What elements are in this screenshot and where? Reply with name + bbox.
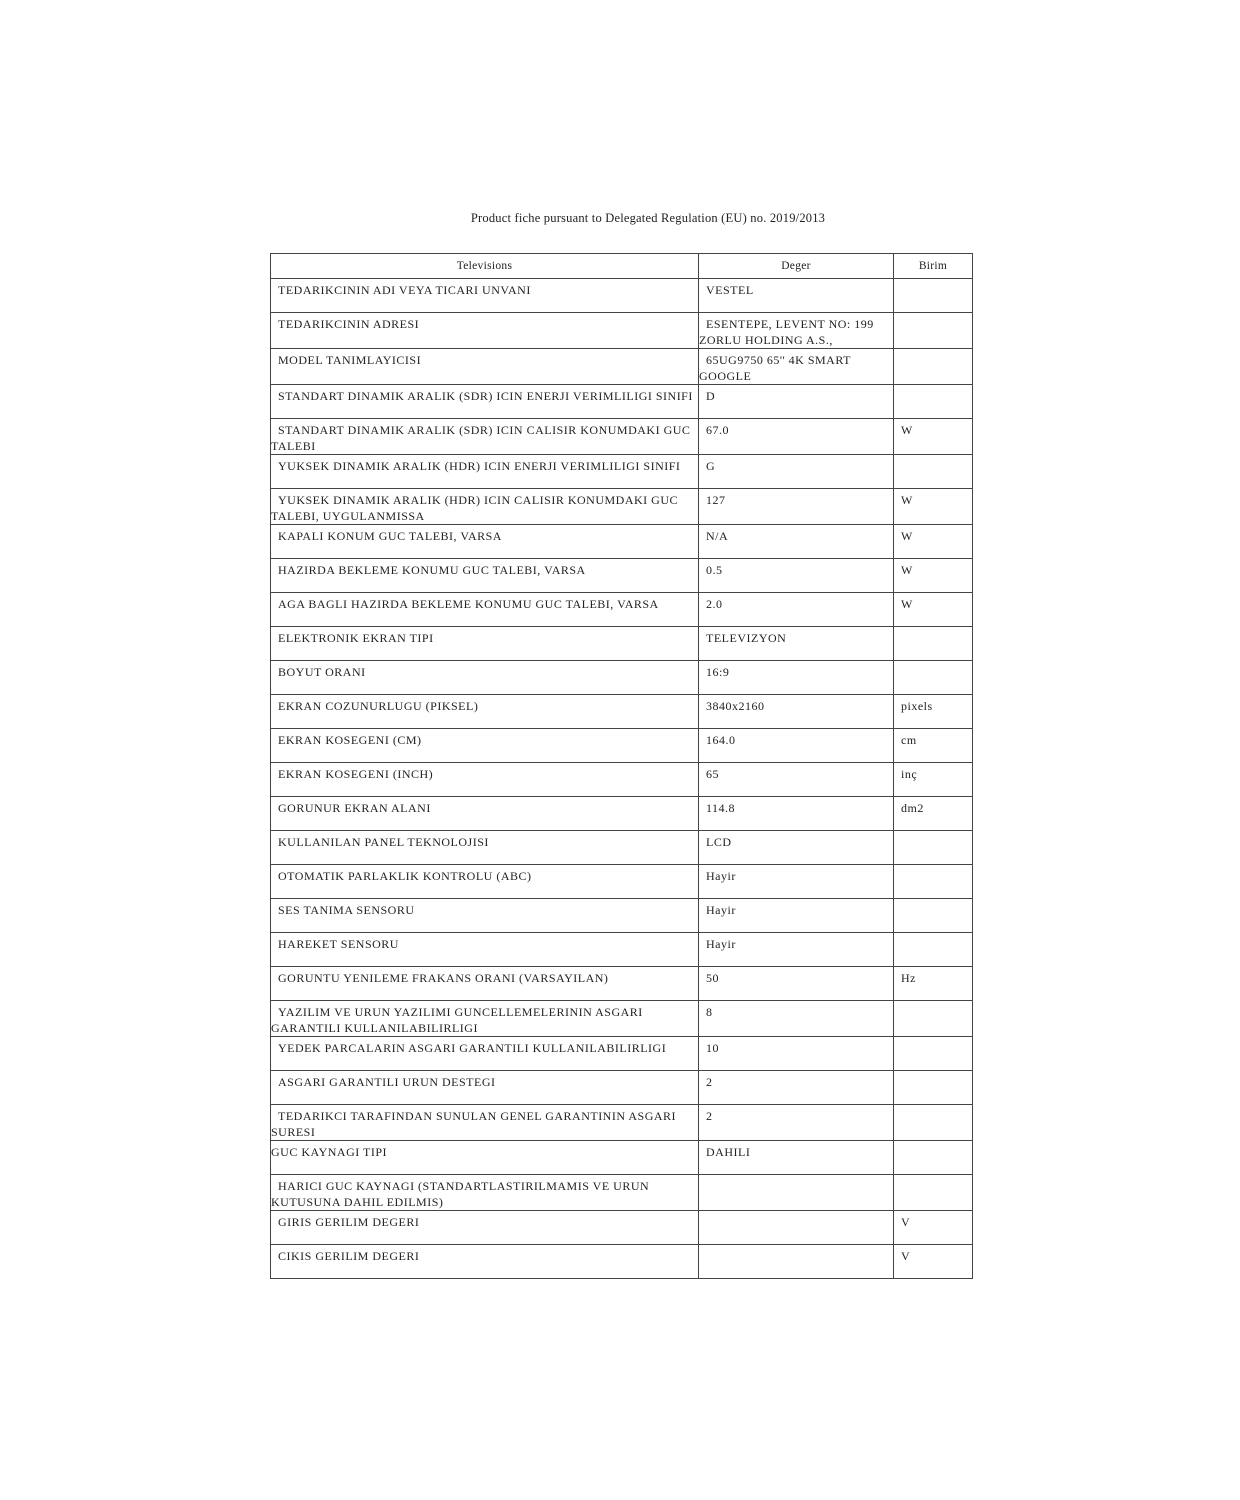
value-cell [699, 489, 894, 525]
parameter-cell-text: YAZILIM VE URUN YAZILIMI GUNCELLEMELERININ ASGARI GARANTILI KULLANILABILIRLIGI [271, 1005, 643, 1035]
table-row [271, 349, 973, 385]
parameter-cell-text: YUKSEK DINAMIK ARALIK (HDR) ICIN CALISIR KONUMDAKI GUC TALEBI, UYGULANMISSA [271, 493, 678, 523]
table-row [271, 385, 973, 419]
parameter-cell-text: GORUNTU YENILEME FRAKANS ORANI (VARSAYILAN) [278, 971, 609, 985]
parameter-cell-text: STANDART DINAMIK ARALIK (SDR) ICIN ENERJI VERIMLILIGI SINIFI [278, 389, 693, 403]
unit-cell-text: dm2 [901, 801, 924, 815]
table-row [271, 1071, 973, 1105]
parameter-cell [271, 1245, 699, 1279]
unit-cell [894, 593, 973, 627]
unit-cell [894, 831, 973, 865]
parameter-cell [271, 279, 699, 313]
parameter-cell [271, 729, 699, 763]
value-cell [699, 385, 894, 419]
value-cell [699, 279, 894, 313]
value-cell-text: 0.5 [706, 563, 723, 577]
parameter-cell-text: SES TANIMA SENSORU [278, 903, 415, 917]
parameter-cell [271, 967, 699, 1001]
value-cell [699, 1211, 894, 1245]
column-header-value: Deger [699, 254, 894, 279]
value-cell [699, 899, 894, 933]
value-cell-text [699, 1175, 893, 1178]
parameter-cell-text: KAPALI KONUM GUC TALEBI, VARSA [278, 529, 502, 543]
parameter-cell-text: GORUNUR EKRAN ALANI [278, 801, 431, 815]
unit-cell [894, 525, 973, 559]
parameter-cell [271, 489, 699, 525]
parameter-cell [271, 1001, 699, 1037]
value-cell-text: VESTEL [706, 283, 754, 297]
unit-cell-text: V [901, 1215, 911, 1229]
value-cell-text: ESENTEPE, LEVENT NO: 199 ZORLU HOLDING A.S., [699, 317, 874, 347]
parameter-cell-text: EKRAN KOSEGENI (CM) [278, 733, 422, 747]
parameter-cell-text: HAZIRDA BEKLEME KONUMU GUC TALEBI, VARSA [278, 563, 586, 577]
parameter-cell-text: MODEL TANIMLAYICISI [278, 353, 422, 367]
unit-cell-text [894, 1037, 972, 1040]
unit-cell [894, 933, 973, 967]
unit-cell-text [894, 349, 972, 352]
unit-cell [894, 1105, 973, 1141]
table-row [271, 831, 973, 865]
unit-cell-text: W [901, 529, 913, 543]
unit-cell-text: W [901, 597, 913, 611]
unit-cell [894, 313, 973, 349]
value-cell-text [699, 1211, 893, 1214]
unit-cell [894, 1175, 973, 1211]
value-cell [699, 1105, 894, 1141]
unit-cell-text [894, 1141, 972, 1144]
unit-cell-text [894, 661, 972, 664]
table-row [271, 455, 973, 489]
table-row [271, 593, 973, 627]
value-cell [699, 661, 894, 695]
parameter-cell-text: YEDEK PARCALARIN ASGARI GARANTILI KULLANILABILIRLIGI [278, 1041, 667, 1055]
unit-cell-text [894, 279, 972, 282]
table-row [271, 279, 973, 313]
value-cell [699, 559, 894, 593]
parameter-cell-text: CIKIS GERILIM DEGERI [278, 1249, 420, 1263]
parameter-cell-text: HARICI GUC KAYNAGI (STANDARTLASTIRILMAMIS VE URUN KUTUSUNA DAHIL EDILMIS) [271, 1179, 650, 1209]
value-cell [699, 797, 894, 831]
parameter-cell [271, 627, 699, 661]
value-cell-text: 10 [706, 1041, 719, 1055]
parameter-cell [271, 695, 699, 729]
unit-cell [894, 797, 973, 831]
table-row [271, 933, 973, 967]
value-cell [699, 525, 894, 559]
table-row [271, 1211, 973, 1245]
unit-cell [894, 1037, 973, 1071]
value-cell [699, 1141, 894, 1175]
unit-cell-text: W [901, 423, 913, 437]
value-cell-text: Hayir [706, 869, 736, 883]
table-row [271, 1001, 973, 1037]
parameter-cell-text: ELEKTRONIK EKRAN TIPI [278, 631, 434, 645]
unit-cell [894, 695, 973, 729]
unit-cell-text [894, 313, 972, 316]
unit-cell-text [894, 933, 972, 936]
table-row [271, 1105, 973, 1141]
parameter-cell-text: TEDARIKCININ ADI VEYA TICARI UNVANI [278, 283, 531, 297]
unit-cell [894, 1071, 973, 1105]
parameter-cell [271, 1037, 699, 1071]
parameter-cell [271, 313, 699, 349]
parameter-cell-text: GIRIS GERILIM DEGERI [278, 1215, 420, 1229]
value-cell [699, 1175, 894, 1211]
table-row [271, 763, 973, 797]
parameter-cell [271, 1071, 699, 1105]
value-cell [699, 763, 894, 797]
value-cell-text: 16:9 [706, 665, 730, 679]
parameter-cell-text: TEDARIKCININ ADRESI [278, 317, 420, 331]
unit-cell [894, 1141, 973, 1175]
unit-cell [894, 661, 973, 695]
parameter-cell [271, 763, 699, 797]
value-cell-text: 65 [706, 767, 719, 781]
unit-cell-text: pixels [901, 699, 933, 713]
value-cell [699, 1037, 894, 1071]
table-row [271, 967, 973, 1001]
value-cell [699, 831, 894, 865]
unit-cell [894, 385, 973, 419]
parameter-cell [271, 1175, 699, 1211]
unit-cell-text: V [901, 1249, 911, 1263]
table-row [271, 695, 973, 729]
parameter-cell-text: YUKSEK DINAMIK ARALIK (HDR) ICIN ENERJI VERIMLILIGI SINIFI [278, 459, 681, 473]
value-cell-text: LCD [706, 835, 732, 849]
parameter-cell [271, 385, 699, 419]
unit-cell [894, 279, 973, 313]
table-row [271, 661, 973, 695]
value-cell-text: 164.0 [706, 733, 736, 747]
table-row [271, 865, 973, 899]
unit-cell [894, 559, 973, 593]
value-cell-text: 8 [706, 1005, 713, 1019]
parameter-cell-text: HAREKET SENSORU [278, 937, 399, 951]
column-header-unit: Birim [894, 254, 973, 279]
parameter-cell-text: AGA BAGLI HAZIRDA BEKLEME KONUMU GUC TALEBI, VARSA [278, 597, 659, 611]
parameter-cell [271, 1105, 699, 1141]
unit-cell-text [894, 899, 972, 902]
parameter-cell [271, 865, 699, 899]
table-header-row [271, 254, 973, 279]
value-cell [699, 313, 894, 349]
unit-cell-text: W [901, 563, 913, 577]
unit-cell-text: W [901, 493, 913, 507]
value-cell [699, 729, 894, 763]
parameter-cell [271, 559, 699, 593]
unit-cell [894, 763, 973, 797]
table-body [271, 279, 973, 1279]
table-row [271, 313, 973, 349]
parameter-cell [271, 661, 699, 695]
table-row [271, 729, 973, 763]
value-cell [699, 933, 894, 967]
value-cell-text: DAHILI [706, 1145, 751, 1159]
value-cell-text: 67.0 [706, 423, 729, 437]
unit-cell-text [894, 385, 972, 388]
unit-cell-text [894, 1071, 972, 1074]
product-fiche-table [270, 253, 973, 1279]
parameter-cell [271, 349, 699, 385]
value-cell-text: 127 [706, 493, 726, 507]
value-cell [699, 1001, 894, 1037]
value-cell-text: N/A [706, 529, 729, 543]
value-cell [699, 967, 894, 1001]
value-cell [699, 865, 894, 899]
page-title: Product fiche pursuant to Delegated Regulation (EU) no. 2019/2013 [470, 211, 826, 225]
unit-cell-text [894, 455, 972, 458]
unit-cell [894, 1245, 973, 1279]
parameter-cell [271, 1141, 699, 1175]
table-row [271, 1245, 973, 1279]
table-row [271, 559, 973, 593]
parameter-cell [271, 419, 699, 455]
table-row [271, 1141, 973, 1175]
parameter-cell-text: TEDARIKCI TARAFINDAN SUNULAN GENEL GARANTININ ASGARI SURESI [271, 1109, 677, 1139]
table-row [271, 1037, 973, 1071]
unit-cell [894, 455, 973, 489]
unit-cell [894, 1211, 973, 1245]
unit-cell [894, 419, 973, 455]
value-cell-text: 65UG9750 65'' 4K SMART GOOGLE [699, 353, 851, 383]
parameter-cell-text: EKRAN KOSEGENI (INCH) [278, 767, 434, 781]
unit-cell-text [894, 627, 972, 630]
value-cell-text: D [706, 389, 716, 403]
table-row [271, 627, 973, 661]
unit-cell [894, 729, 973, 763]
unit-cell-text [894, 1105, 972, 1108]
parameter-cell-text: OTOMATIK PARLAKLIK KONTROLU (ABC) [278, 869, 532, 883]
value-cell-text: TELEVIZYON [706, 631, 787, 645]
table-row [271, 419, 973, 455]
parameter-cell [271, 1211, 699, 1245]
value-cell-text: Hayir [706, 903, 736, 917]
unit-cell [894, 1001, 973, 1037]
value-cell-text: 2 [706, 1109, 713, 1123]
value-cell-text: 2 [706, 1075, 713, 1089]
value-cell [699, 455, 894, 489]
parameter-cell-text: STANDART DINAMIK ARALIK (SDR) ICIN CALISIR KONUMDAKI GUC TALEBI [271, 423, 691, 453]
value-cell-text: Hayir [706, 937, 736, 951]
value-cell [699, 695, 894, 729]
unit-cell-text: inç [901, 767, 918, 781]
unit-cell-text: Hz [901, 971, 916, 985]
unit-cell [894, 899, 973, 933]
unit-cell-text [894, 865, 972, 868]
value-cell-text [699, 1245, 893, 1248]
table-row [271, 899, 973, 933]
value-cell [699, 593, 894, 627]
unit-cell-text [894, 1001, 972, 1004]
value-cell-text: 114.8 [706, 801, 736, 815]
parameter-cell-text: KULLANILAN PANEL TEKNOLOJISI [278, 835, 489, 849]
unit-cell [894, 967, 973, 1001]
unit-cell-text: cm [901, 733, 917, 747]
parameter-cell [271, 899, 699, 933]
unit-cell-text [894, 1175, 972, 1178]
value-cell [699, 349, 894, 385]
parameter-cell [271, 455, 699, 489]
parameter-cell [271, 525, 699, 559]
value-cell [699, 1071, 894, 1105]
value-cell [699, 627, 894, 661]
unit-cell [894, 489, 973, 525]
unit-cell [894, 349, 973, 385]
parameter-cell [271, 797, 699, 831]
parameter-cell [271, 593, 699, 627]
parameter-cell [271, 933, 699, 967]
unit-cell [894, 865, 973, 899]
unit-cell-text [894, 831, 972, 834]
value-cell-text: 50 [706, 971, 719, 985]
table-row [271, 1175, 973, 1211]
value-cell-text: 2.0 [706, 597, 723, 611]
parameter-cell-text: ASGARI GARANTILI URUN DESTEGI [278, 1075, 496, 1089]
table-row [271, 525, 973, 559]
value-cell-text: 3840x2160 [706, 699, 765, 713]
value-cell [699, 1245, 894, 1279]
parameter-cell-text: BOYUT ORANI [278, 665, 366, 679]
parameter-cell-text: EKRAN COZUNURLUGU (PIKSEL) [278, 699, 479, 713]
parameter-cell [271, 831, 699, 865]
value-cell [699, 419, 894, 455]
parameter-cell-text: GUC KAYNAGI TIPI [271, 1145, 388, 1159]
unit-cell [894, 627, 973, 661]
value-cell-text: G [706, 459, 716, 473]
table-row [271, 797, 973, 831]
table-row [271, 489, 973, 525]
column-header-parameter: Televisions [271, 254, 699, 279]
